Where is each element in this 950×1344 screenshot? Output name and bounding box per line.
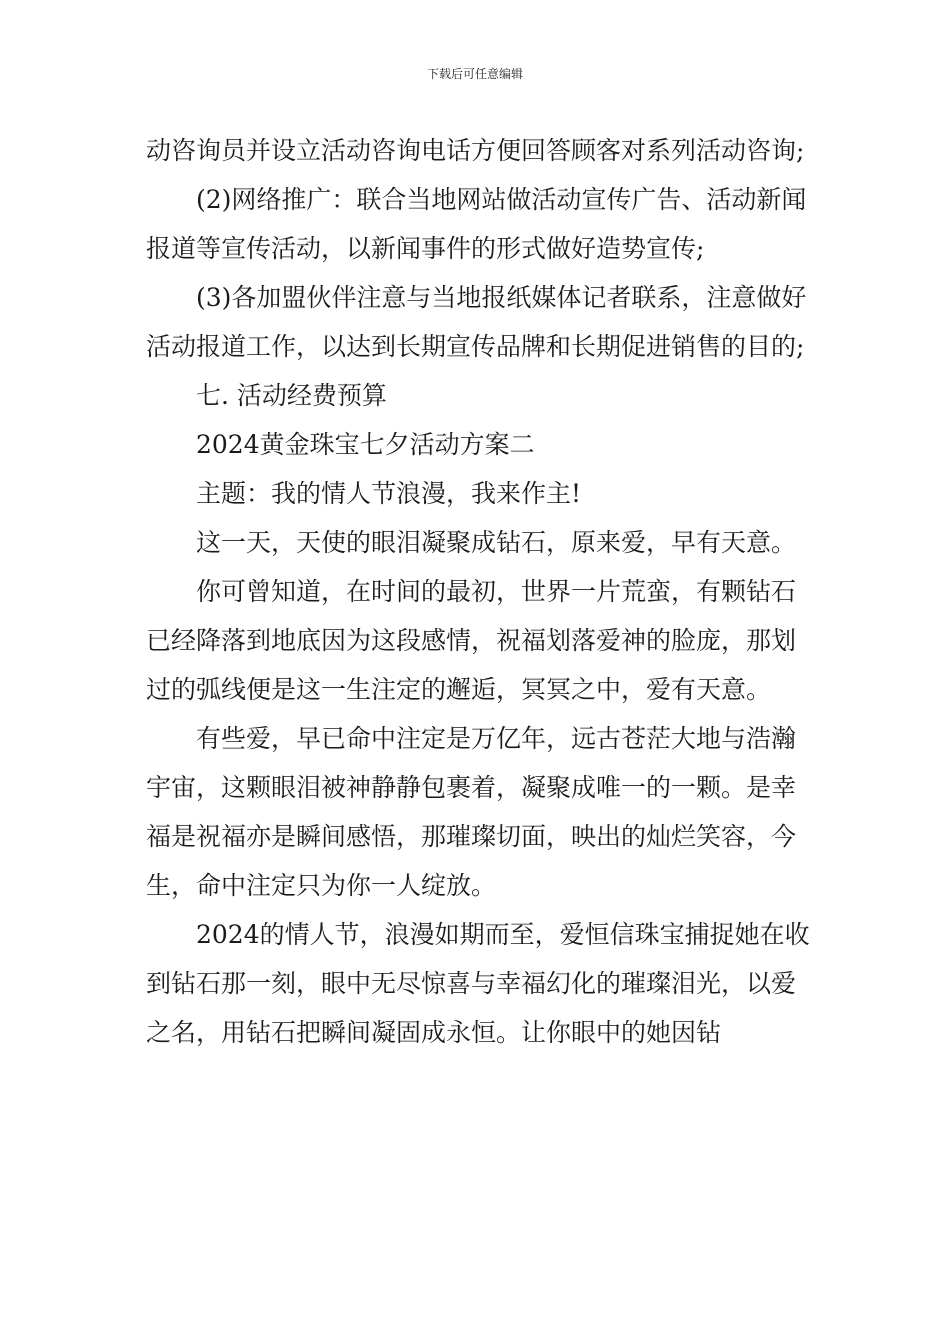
document-body: [146, 126, 810, 1057]
section-heading-budget: 七. 活动经费预算: [196, 381, 387, 410]
page-header-note: 下载后可任意编辑: [426, 67, 523, 81]
paragraph-valentines-day: 2024的情人节，浪漫如期而至，爱恒信珠宝捕捉她在收到钻石那一刻，眼中无尽惊喜与幸福幻化的璀璨泪光，以爱之名，用钻石把瞬间凝固成永恒。让你眼中的她因钻: [146, 920, 810, 1047]
paragraph-destined-love: 有些爱，早已命中注定是万亿年，远古苍茫大地与浩瀚宇宙，这颗眼泪被神静静包裹着，凝聚成唯一的一颗。是幸福是祝福亦是瞬间感悟，那璀璨切面，映出的灿烂笑容，今生，命中注定只为你一人绽放。: [146, 724, 797, 900]
paragraph-consultant: 动咨询员并设立活动咨询电话方便回答顾客对系列活动咨询;: [146, 136, 805, 165]
plan-title: 2024黄金珠宝七夕活动方案二: [196, 430, 535, 459]
paragraph-beginning-of-time: 你可曾知道，在时间的最初，世界一片荒蛮，有颗钻石已经降落到地底因为这段感情，祝福划落爱神的脸庞，那划过的弧线便是这一生注定的邂逅，冥冥之中，爱有天意。: [146, 577, 797, 704]
paragraph-angel-tears: 这一天，天使的眼泪凝聚成钻石，原来爱，早有天意。: [196, 528, 797, 557]
plan-theme: 主题：我的情人节浪漫，我来作主!: [196, 479, 582, 508]
paragraph-media-contact: (3)各加盟伙伴注意与当地报纸媒体记者联系，注意做好活动报道工作，以达到长期宣传品牌和长期促进销售的目的;: [146, 283, 807, 361]
paragraph-online-promotion: (2)网络推广：联合当地网站做活动宣传广告、活动新闻报道等宣传活动，以新闻事件的形式做好造势宣传;: [146, 185, 807, 263]
